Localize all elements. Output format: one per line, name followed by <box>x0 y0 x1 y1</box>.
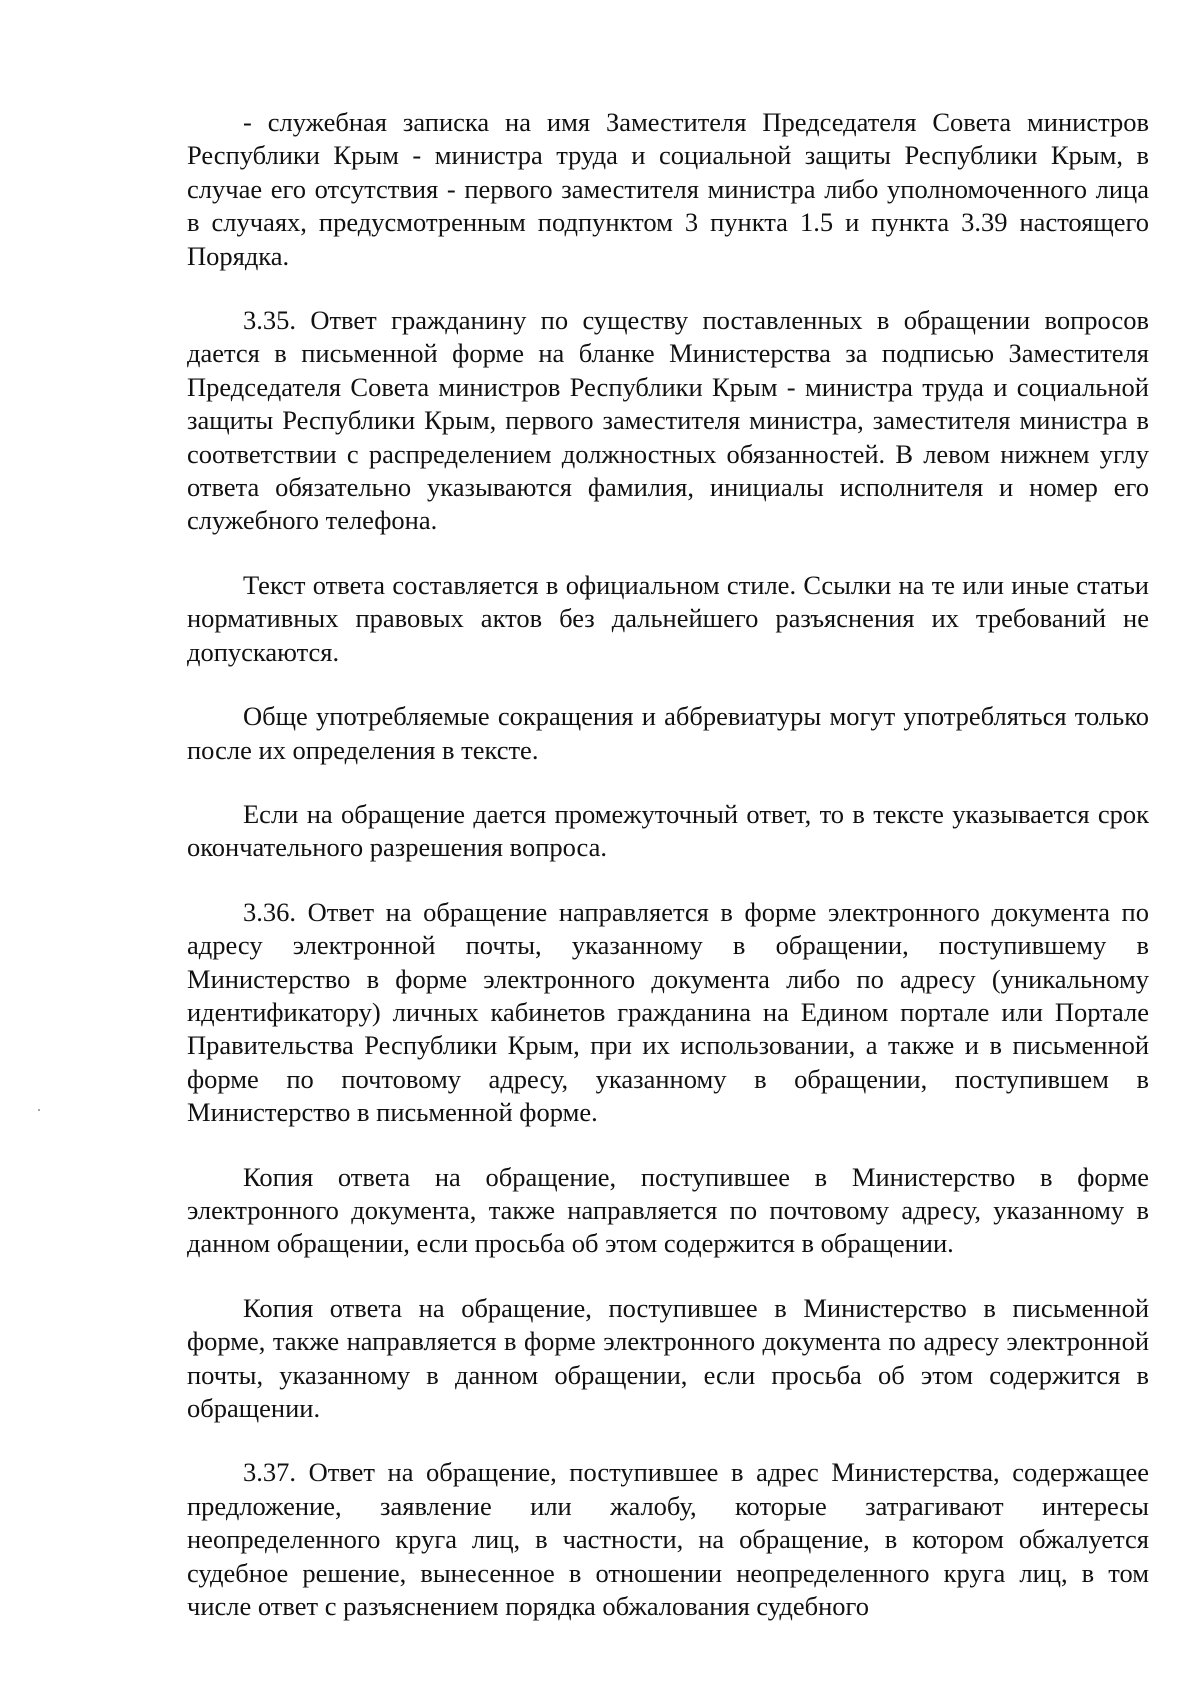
scan-speck <box>38 1109 40 1111</box>
paragraph-3-35: 3.35. Ответ гражданину по существу поставленных в обращении вопросов дается в письменной форме на бланке Министерства за подписью Заместителя Председателя Совета министров Республики Крым - министра труда и социальной защиты Республики Крым, первого заместителя министра, заместителя министра в соответствии с распределением должностных обязанностей. В левом нижнем углу ответа обязательно указываются фамилия, инициалы исполнителя и номер его служебного телефона. <box>187 305 1149 536</box>
paragraph-copy-written: Копия ответа на обращение, поступившее в Министерство в письменной форме, также направляется в форме электронного документа по адресу электронной почты, указанному в данном обращении, если просьба об этом содержится в обращении. <box>187 1292 1149 1423</box>
paragraph-official-style: Текст ответа составляется в официальном стиле. Ссылки на те или иные статьи нормативных правовых актов без дальнейшего разъяснения их требований не допускаются. <box>187 569 1149 667</box>
paragraph-3-37: 3.37. Ответ на обращение, поступившее в адрес Министерства, содержащее предложение, заявление или жалобу, которые затрагивают интересы неопределенного круга лиц, в частности, на обращение, в котором обжалуется судебное решение, вынесенное в отношении неопределенного круга лиц, в том числе ответ с разъяснением порядка обжалования судебного <box>187 1457 1149 1622</box>
paragraph-memo: - служебная записка на имя Заместителя Председателя Совета министров Республики Крым - министра труда и социальной защиты Республики Крым, в случае его отсутствия - первого заместителя министра либо уполномоченного лица в случаях, предусмотренным подпунктом 3 пункта 1.5 и пункта 3.39 настоящего Порядка. <box>187 107 1149 271</box>
paragraph-interim-answer: Если на обращение дается промежуточный ответ, то в тексте указывается срок окончательного разрешения вопроса. <box>187 798 1149 863</box>
paragraph-copy-electronic: Копия ответа на обращение, поступившее в Министерство в форме электронного документа, также направляется по почтовому адресу, указанному в данном обращении, если просьба об этом содержится в обращении. <box>187 1161 1149 1259</box>
paragraph-abbreviations: Обще употребляемые сокращения и аббревиатуры могут употребляться только после их определения в тексте. <box>187 701 1149 765</box>
paragraph-3-36: 3.36. Ответ на обращение направляется в форме электронного документа по адресу электронной почты, указанному в обращении, поступившему в Министерство в форме электронного документа либо по адресу (уникальному идентификатору) личных кабинетов гражданина на Едином портале или Портале Правительства Республики Крым, при их использовании, а также и в письменной форме по почтовому адресу, указанному в обращении, поступившем в Министерство в письменной форме. <box>187 896 1149 1128</box>
document-body <box>187 106 1149 1623</box>
